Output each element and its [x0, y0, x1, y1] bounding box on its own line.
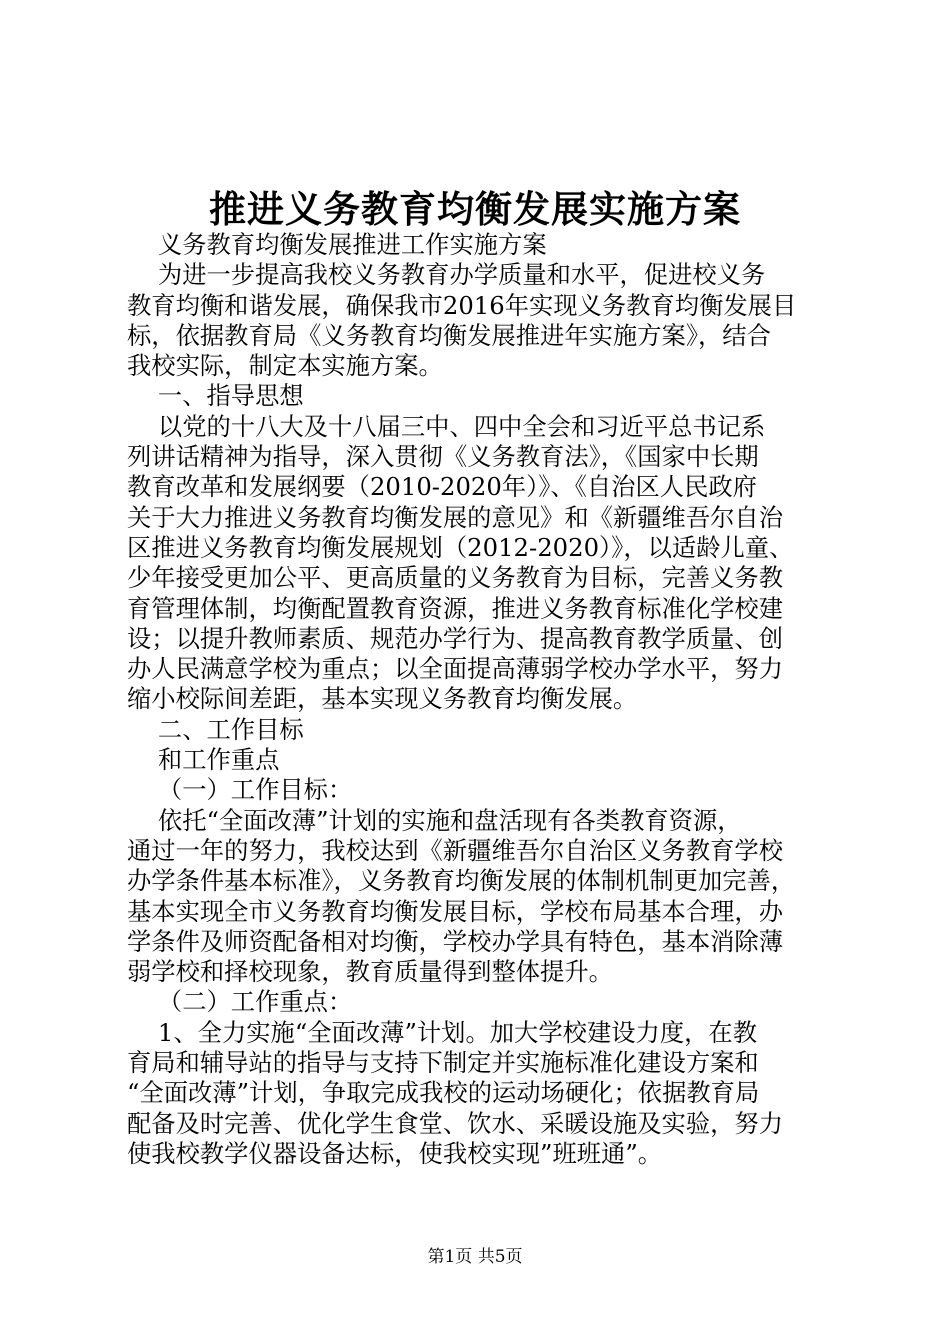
- body-line: 以党的十八大及十八届三中、四中全会和习近平总书记系: [127, 411, 766, 441]
- body-line: （二）工作重点：: [127, 987, 353, 1017]
- body-line: 为进一步提高我校义务教育办学质量和水平，促进校义务: [127, 260, 766, 290]
- page-footer: 第1页 共5页: [427, 1247, 523, 1267]
- body-line: 配备及时完善、优化学生食堂、饮水、采暖设施及实验，努力: [127, 1108, 784, 1138]
- body-line: 教育均衡和谐发展，确保我市2016年实现义务教育均衡发展目: [127, 290, 797, 320]
- body-line: 弱学校和择校现象，教育质量得到整体提升。: [127, 957, 613, 987]
- body-line: 使我校教学仪器设备达标，使我校实现”班班通”。: [127, 1138, 663, 1168]
- body-line: 办学条件基本标准》，义务教育均衡发展的体制机制更加完善，: [127, 866, 796, 896]
- body-line: 缩小校际间差距，基本实现义务教育均衡发展。: [127, 684, 638, 714]
- document-body: [127, 230, 827, 1169]
- body-line: 和工作重点: [127, 745, 280, 775]
- body-line: 依托“全面改薄”计划的实施和盘活现有各类教育资源，: [127, 805, 742, 835]
- body-line: 二、工作目标: [127, 714, 304, 744]
- body-line: 设；以提升教师素质、规范办学行为、提高教育教学质量、创: [127, 623, 784, 653]
- body-line: 通过一年的努力，我校达到《新疆维吾尔自治区义务教育学校: [127, 835, 784, 865]
- body-line: 基本实现全市义务教育均衡发展目标，学校布局基本合理，办: [127, 896, 784, 926]
- body-line: “全面改薄”计划，争取完成我校的运动场硬化；依据教育局: [127, 1078, 760, 1108]
- document-title: 推进义务教育均衡发展实施方案: [209, 187, 741, 231]
- body-line: 列讲话精神为指导，深入贯彻《义务教育法》，《国家中长期: [127, 442, 759, 472]
- body-line: 我校实际，制定本实施方案。: [127, 351, 443, 381]
- body-line: 学条件及师资配备相对均衡，学校办学具有特色，基本消除薄: [127, 926, 784, 956]
- body-line: 关于大力推进义务教育均衡发展的意见》和《新疆维吾尔自治: [127, 502, 784, 532]
- body-line: 义务教育均衡发展推进工作实施方案: [127, 230, 547, 259]
- body-line: 少年接受更加公平、更高质量的义务教育为目标，完善义务教: [127, 563, 784, 593]
- body-line: 办人民满意学校为重点；以全面提高薄弱学校办学水平，努力: [127, 654, 784, 684]
- body-line: （一）工作目标：: [127, 775, 353, 805]
- body-line: 一、指导思想: [127, 381, 304, 411]
- body-line: 育局和辅导站的指导与支持下制定并实施标准化建设方案和: [127, 1048, 759, 1078]
- body-line: 教育改革和发展纲要（2010-2020年）》、《自治区人民政府: [127, 472, 757, 502]
- body-line: 1、全力实施“全面改薄”计划。加大学校建设力度，在教: [127, 1017, 758, 1047]
- body-line: 区推进义务教育均衡发展规划（2012-2020）》，以适龄儿童、: [127, 532, 794, 562]
- body-line: 标，依据教育局《义务教育均衡发展推进年实施方案》，结合: [127, 320, 771, 350]
- body-line: 育管理体制，均衡配置教育资源，推进义务教育标准化学校建: [127, 593, 784, 623]
